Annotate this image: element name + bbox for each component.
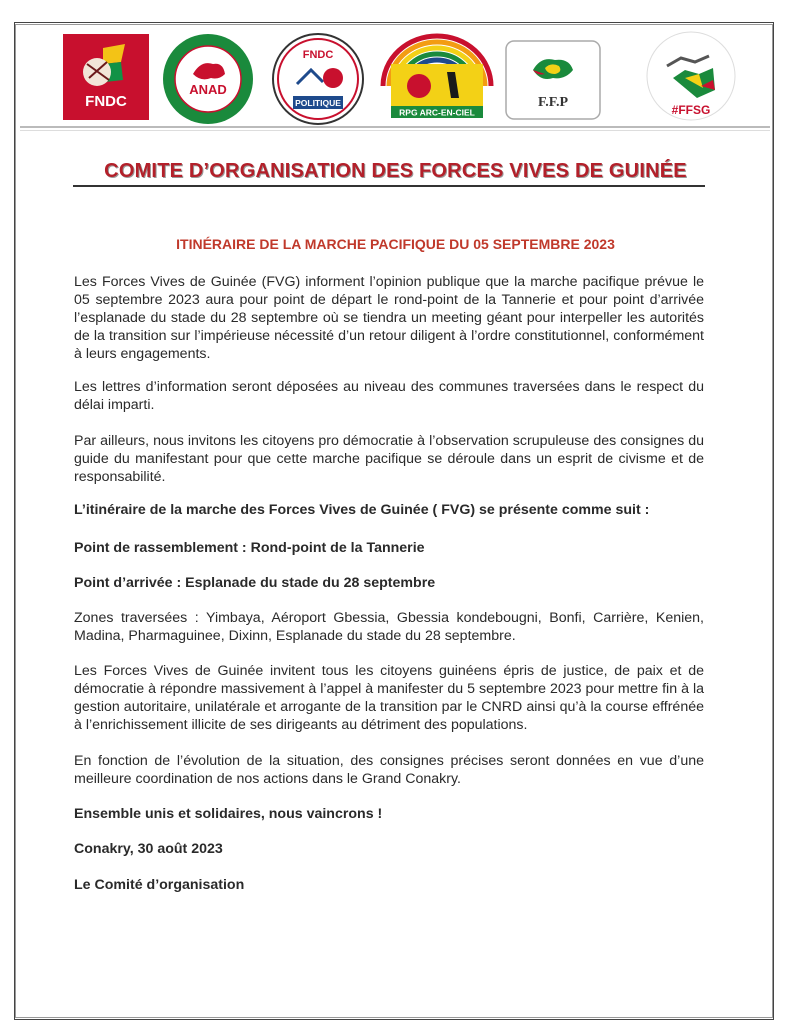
rpg-logo-text: RPG ARC-EN-CIEL <box>399 107 475 118</box>
paragraph-signature: Le Comité d’organisation <box>74 877 245 893</box>
paragraph-arrival-point: Point d’arrivée : Esplanade du stade du 28 septembre <box>74 575 436 591</box>
ffsg-logo <box>643 28 739 124</box>
fndc-politique-logo <box>271 32 365 126</box>
rpg-logo <box>377 28 497 124</box>
paragraph-slogan: Ensemble unis et solidaires, nous vaincrons ! <box>74 806 383 822</box>
ffp-logo <box>505 40 601 120</box>
paragraph-assembly-point: Point de rassemblement : Rond-point de la Tannerie <box>74 540 425 556</box>
paragraph-date: Conakry, 30 août 2023 <box>74 841 223 857</box>
paragraph-letters: Les lettres d’information seront déposées au niveau des communes traversées dans le respect du délai imparti. <box>74 379 704 413</box>
fndc-politique-logo-text: FNDC <box>302 49 334 61</box>
paragraph-zones: Zones traversées : Yimbaya, Aéroport Gbessia, Gbessia kondebougni, Bonfi, Carrière, Kenien, Madina, Pharmaguinee, Dixinn, Esplanade du stade du 28 septembre. <box>74 610 704 644</box>
paragraph-intro: Les Forces Vives de Guinée (FVG) informent l’opinion publique que la marche pacifique prévue le 05 septembre 2023 aura pour point de départ le rond-point de la Tannerie et pour point d’arrivée l’esplanade du stade du 28 septembre où se tiendra un meeting géant pour interpeller les autorités de la transition sur l’impérieuse nécessité d’un retour diligent à l’ordre constitutionnel, conformément à leurs engagements. <box>74 274 704 362</box>
header-divider-thin <box>20 130 770 131</box>
document-title: COMITE D’ORGANISATION DES FORCES VIVES DE GUINÉE <box>104 160 687 182</box>
header-divider <box>20 126 770 128</box>
anad-logo <box>161 32 255 126</box>
fndc-logo <box>63 34 149 120</box>
ffsg-logo-text: #FFSG <box>671 103 711 117</box>
anad-logo-text: ANAD <box>189 82 227 97</box>
ffp-logo-text: F.F.P <box>537 95 569 110</box>
document-subtitle: ITINÉRAIRE DE LA MARCHE PACIFIQUE DU 05 SEPTEMBRE 2023 <box>176 236 615 252</box>
paragraph-coordination: En fonction de l’évolution de la situation, des consignes précises seront données en vue d’une meilleure coordination de nos actions dans le Grand Conakry. <box>74 753 704 787</box>
fndc-logo-text: FNDC <box>85 93 127 110</box>
logo-banner <box>55 28 745 128</box>
title-underline <box>73 185 705 187</box>
paragraph-invitation: Par ailleurs, nous invitons les citoyens pro démocratie à l’observation scrupuleuse des consignes du guide du manifestant pour que cette marche pacifique se déroule dans un esprit de civisme et de responsabilité. <box>74 433 704 485</box>
paragraph-call: Les Forces Vives de Guinée invitent tous les citoyens guinéens épris de justice, de paix et de démocratie à répondre massivement à l’appel à manifester du 5 septembre 2023 pour mettre fin à la gestion autoritaire, unilatérale et arrogante de la transition par le CNRD ainsi qu’à la course effrénée à l’enrichissement illicite de ses dirigeants au détriment des populations. <box>74 663 704 733</box>
paragraph-itinerary-heading: L’itinéraire de la marche des Forces Vives de Guinée ( FVG) se présente comme suit : <box>74 502 650 518</box>
fndc-politique-logo-sub: POLITIQUE <box>295 98 341 108</box>
